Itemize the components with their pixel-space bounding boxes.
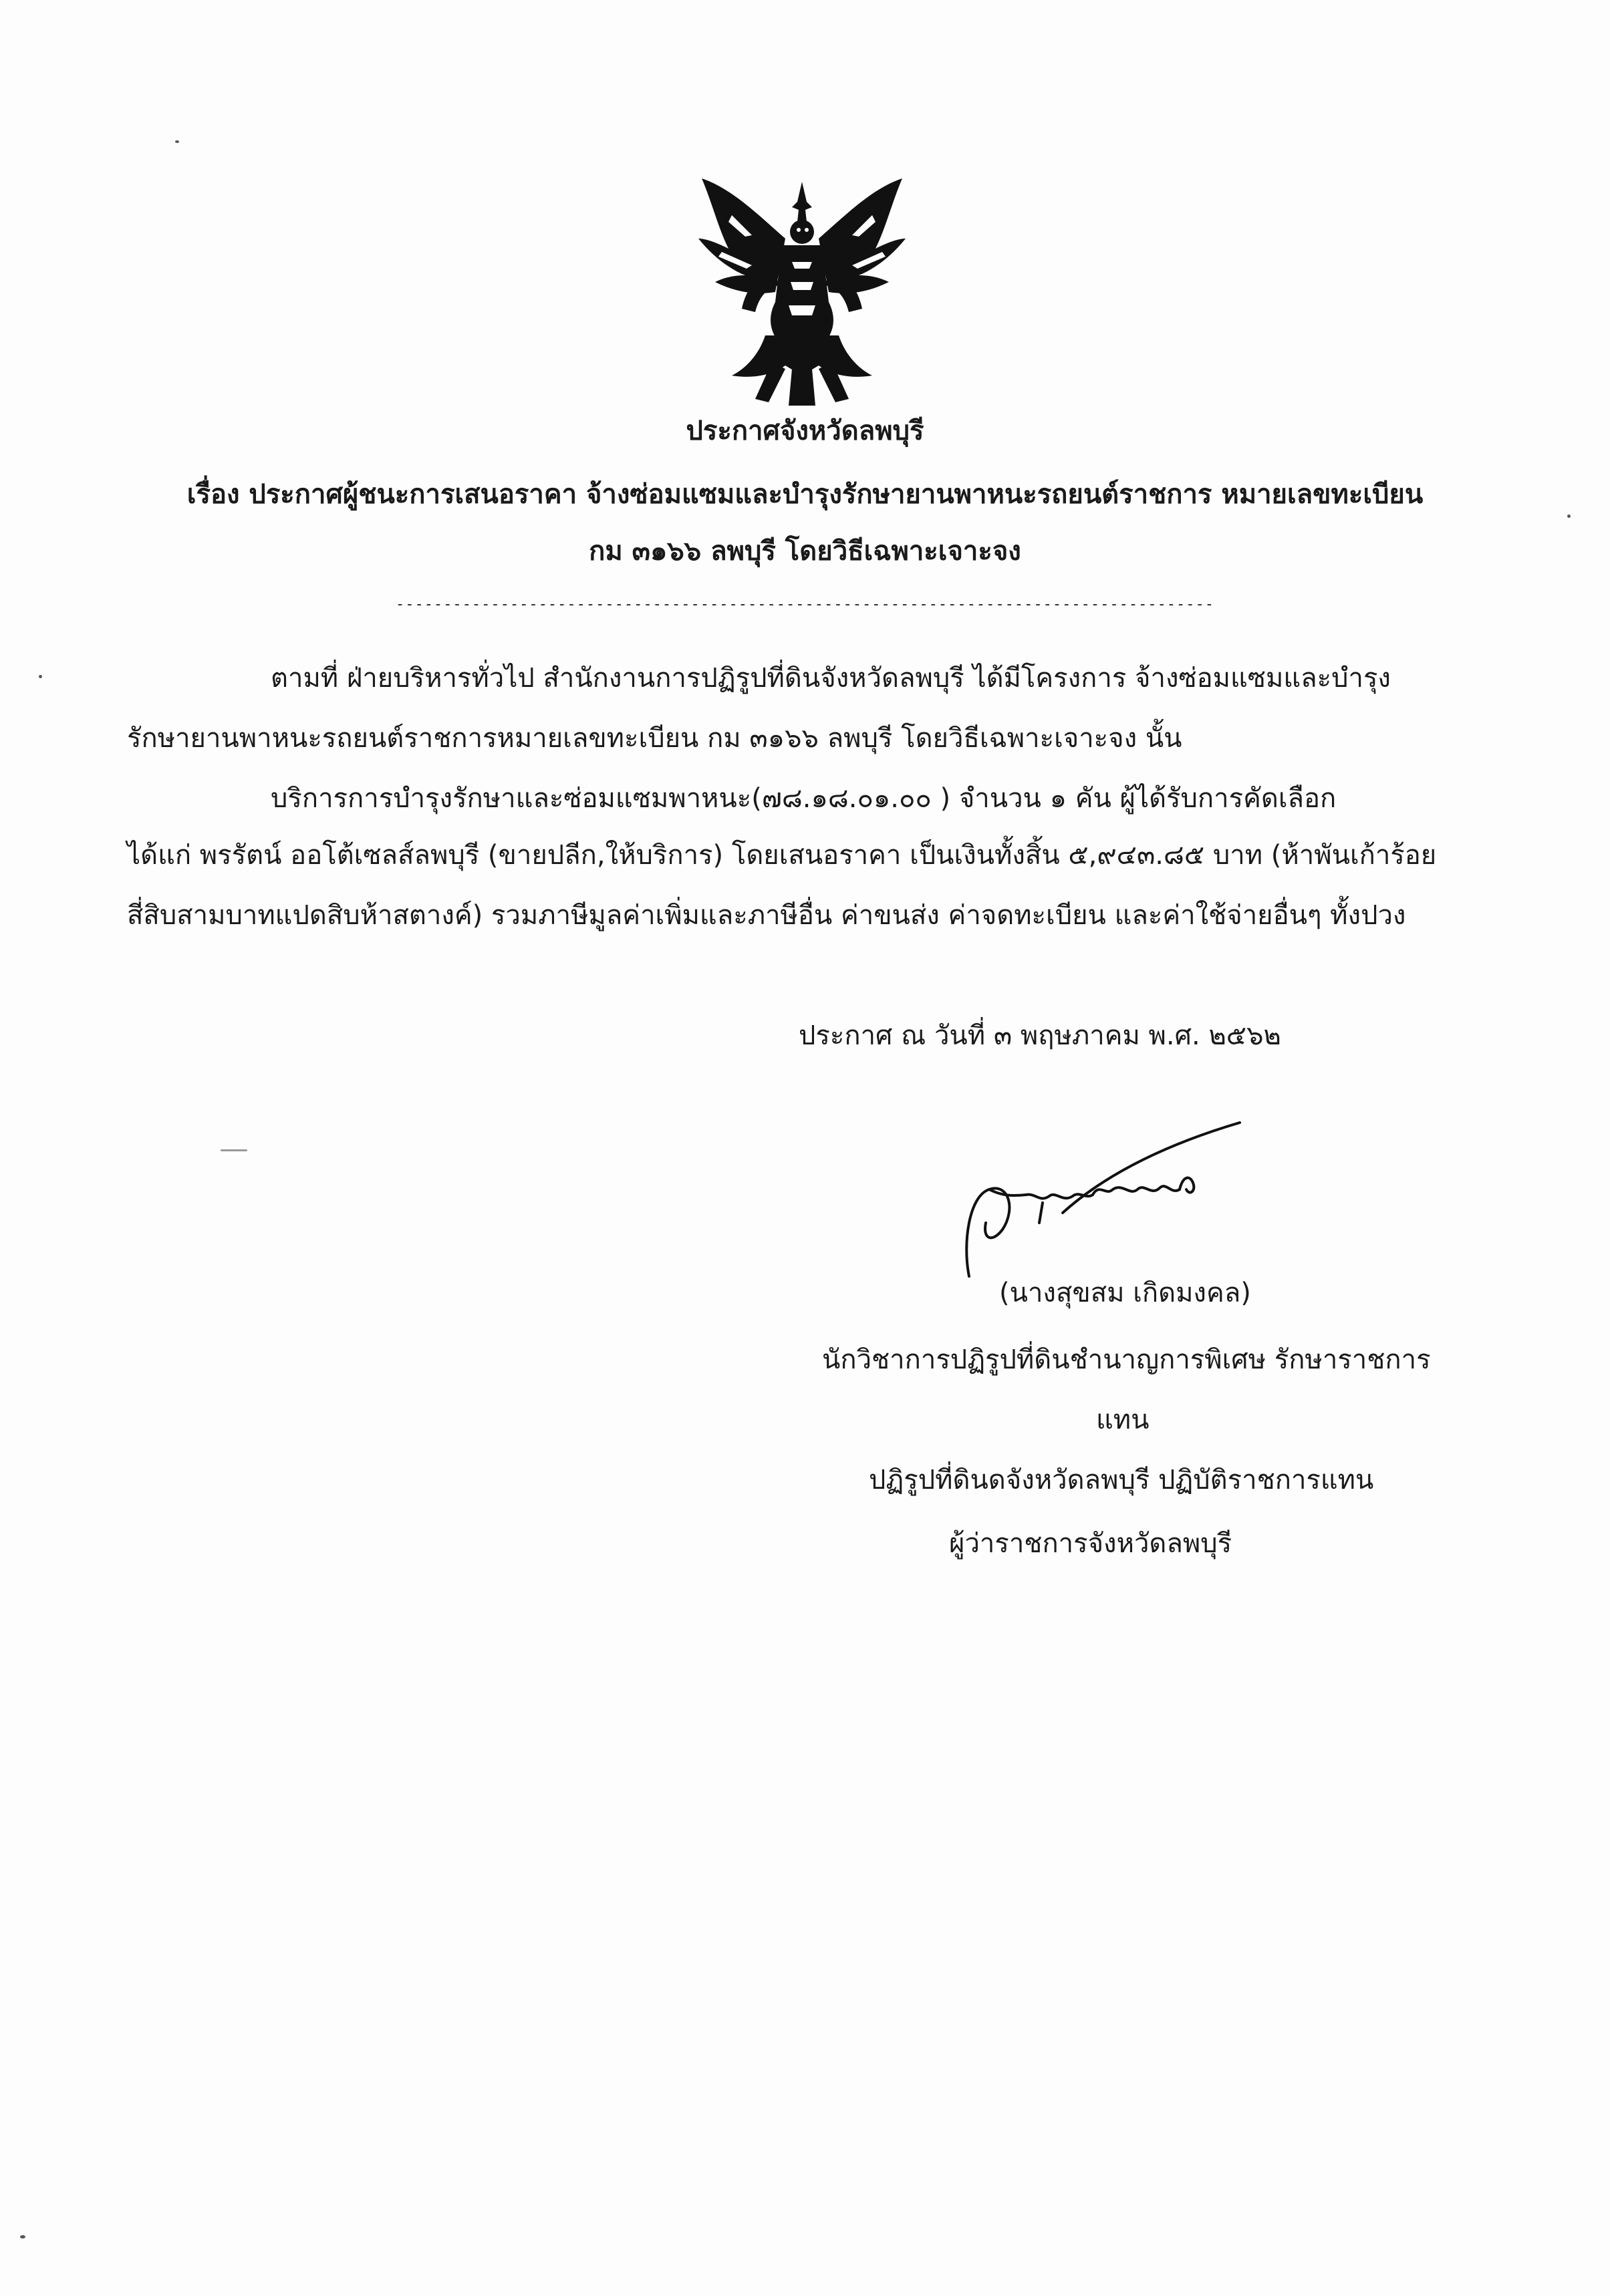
- handwritten-signature-icon: [962, 1096, 1243, 1283]
- scan-speck: [20, 2235, 25, 2239]
- paragraph-1-line-1: ตามที่ ฝ่ายบริหารทั่วไป สำนักงานการปฏิรูปที่ดินจังหวัดลพบุรี ได้มีโครงการ จ้างซ่อมแซมและบำรุง: [271, 663, 1391, 694]
- paragraph-2-line-3: สี่สิบสามบาทแปดสิบห้าสตางค์) รวมภาษีมูลค่าเพิ่มและภาษีอื่น ค่าขนส่ง ค่าจดทะเบียน และค่าใช้จ่ายอื่นๆ ทั้งปวง: [127, 900, 1406, 931]
- subject-line-1: เรื่อง ประกาศผู้ชนะการเสนอราคา จ้างซ่อมแซมและบำรุงรักษายานพาหนะรถยนต์ราชการ หมายเลขทะเบียน: [186, 479, 1424, 510]
- subject-line-2: กม ๓๑๖๖ ลพบุรี โดยวิธีเฉพาะเจาะจง: [589, 536, 1021, 567]
- paragraph-1-line-2: รักษายานพาหนะรถยนต์ราชการหมายเลขทะเบียน กม ๓๑๖๖ ลพบุรี โดยวิธีเฉพาะเจาะจง นั้น: [127, 723, 1182, 754]
- signer-name: (นางสุขสม เกิดมงคล): [999, 1278, 1251, 1308]
- announcement-title: ประกาศจังหวัดลพบุรี: [686, 416, 924, 446]
- signer-position-line-1: นักวิชาการปฏิรูปที่ดินชำนาญการพิเศษ รักษาราชการ: [822, 1344, 1431, 1375]
- paragraph-2-line-2: ได้แก่ พรรัตน์ ออโต้เซลส์ลพบุรี (ขายปลีก,ให้บริการ) โดยเสนอราคา เป็นเงินทั้งสิ้น ๕,๙๔๓.๘๕ บาท (ห้าพันเก้าร้อย: [127, 840, 1437, 871]
- signer-position-line-3: ปฏิรูปที่ดินดจังหวัดลพบุรี ปฏิบัติราชการแทน: [869, 1465, 1374, 1495]
- divider-line: --------------------------------------------------------------------------------------: [395, 596, 1215, 613]
- signer-position-line-2: แทน: [1096, 1405, 1150, 1435]
- scan-speck: [175, 140, 179, 143]
- scan-speck: [221, 1149, 247, 1151]
- garuda-emblem-icon: [692, 175, 912, 409]
- signer-position-line-4: ผู้ว่าราชการจังหวัดลพบุรี: [949, 1528, 1232, 1559]
- scan-speck: [1567, 515, 1571, 518]
- paragraph-2-line-1: บริการการบำรุงรักษาและซ่อมแซมพาหนะ(๗๘.๑๘.๐๑.๐๐ ) จำนวน ๑ คัน ผู้ได้รับการคัดเลือก: [271, 783, 1337, 814]
- announcement-date: ประกาศ ณ วันที่ ๓ พฤษภาคม พ.ศ. ๒๕๖๒: [799, 1020, 1281, 1051]
- scan-speck: [39, 675, 42, 678]
